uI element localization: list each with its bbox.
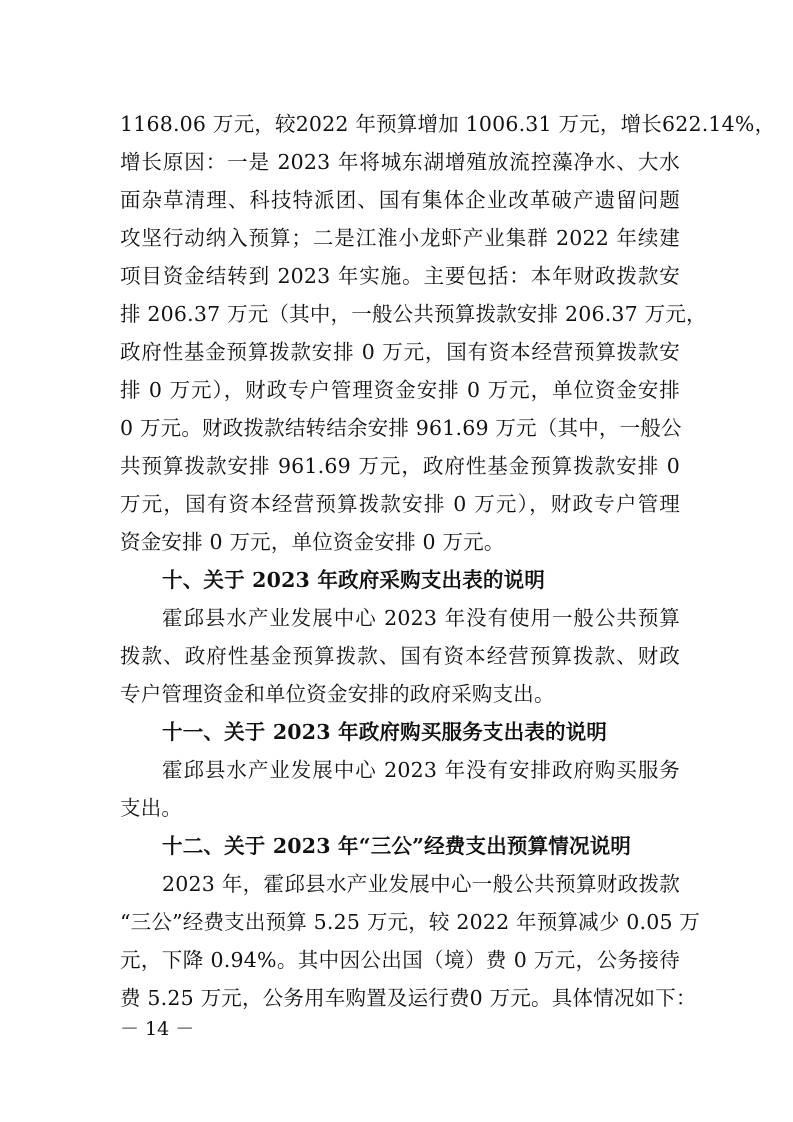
body-text-line: 攻坚行动纳入预算；二是江淮小龙虾产业集群 2022 年续建	[120, 226, 680, 250]
section-heading-11: 十一、关于 2023 年政府购买服务支出表的说明	[162, 720, 608, 744]
body-text-line: 项目资金结转到 2023 年实施。主要包括：本年财政拨款安	[120, 264, 680, 288]
body-text-line: 政府性基金预算拨款安排 0 万元，国有资本经营预算拨款安	[120, 340, 680, 364]
body-text-line: 万元，国有资本经营预算拨款安排 0 万元），财政专户管理	[120, 492, 680, 516]
body-text-line: 排 206.37 万元（其中，一般公共预算拨款安排 206.37 万元，	[120, 302, 707, 326]
body-text-line: 支出。	[120, 796, 183, 820]
body-text-line: 2023 年，霍邱县水产业发展中心一般公共预算财政拨款	[162, 872, 680, 896]
section-heading-12: 十二、关于 2023 年“三公”经费支出预算情况说明	[162, 834, 632, 858]
body-text-line: 元，下降 0.94%。其中因公出国（境）费 0 万元，公务接待	[120, 948, 680, 972]
body-text-line: 拨款、政府性基金预算拨款、国有资本经营预算拨款、财政	[120, 644, 680, 668]
section-heading-10: 十、关于 2023 年政府采购支出表的说明	[162, 568, 546, 592]
body-text-line: 1168.06 万元，较2022 年预算增加 1006.31 万元，增长622.14%，	[120, 112, 776, 136]
body-text-line: 面杂草清理、科技特派团、国有集体企业改革破产遗留问题	[120, 188, 680, 212]
body-text-line: 霍邱县水产业发展中心 2023 年没有使用一般公共预算	[162, 606, 680, 630]
body-text-line: 0 万元。财政拨款结转结余安排 961.69 万元（其中，一般公	[120, 416, 682, 440]
body-text-line: 专户管理资金和单位资金安排的政府采购支出。	[120, 682, 555, 706]
body-text-line: 增长原因：一是 2023 年将城东湖增殖放流控藻净水、大水	[120, 150, 680, 174]
body-text-line: 资金安排 0 万元，单位资金安排 0 万元。	[120, 530, 505, 554]
page-number: － 14 －	[120, 1018, 195, 1040]
body-text-line: 排 0 万元），财政专户管理资金安排 0 万元，单位资金安排	[120, 378, 680, 402]
body-text-line: “三公”经费支出预算 5.25 万元，较 2022 年预算减少 0.05 万	[120, 910, 701, 934]
body-text-line: 费 5.25 万元，公务用车购置及运行费0 万元。具体情况如下：	[120, 986, 697, 1010]
body-text-line: 霍邱县水产业发展中心 2023 年没有安排政府购买服务	[162, 758, 680, 782]
body-text-line: 共预算拨款安排 961.69 万元，政府性基金预算拨款安排 0	[120, 454, 680, 478]
